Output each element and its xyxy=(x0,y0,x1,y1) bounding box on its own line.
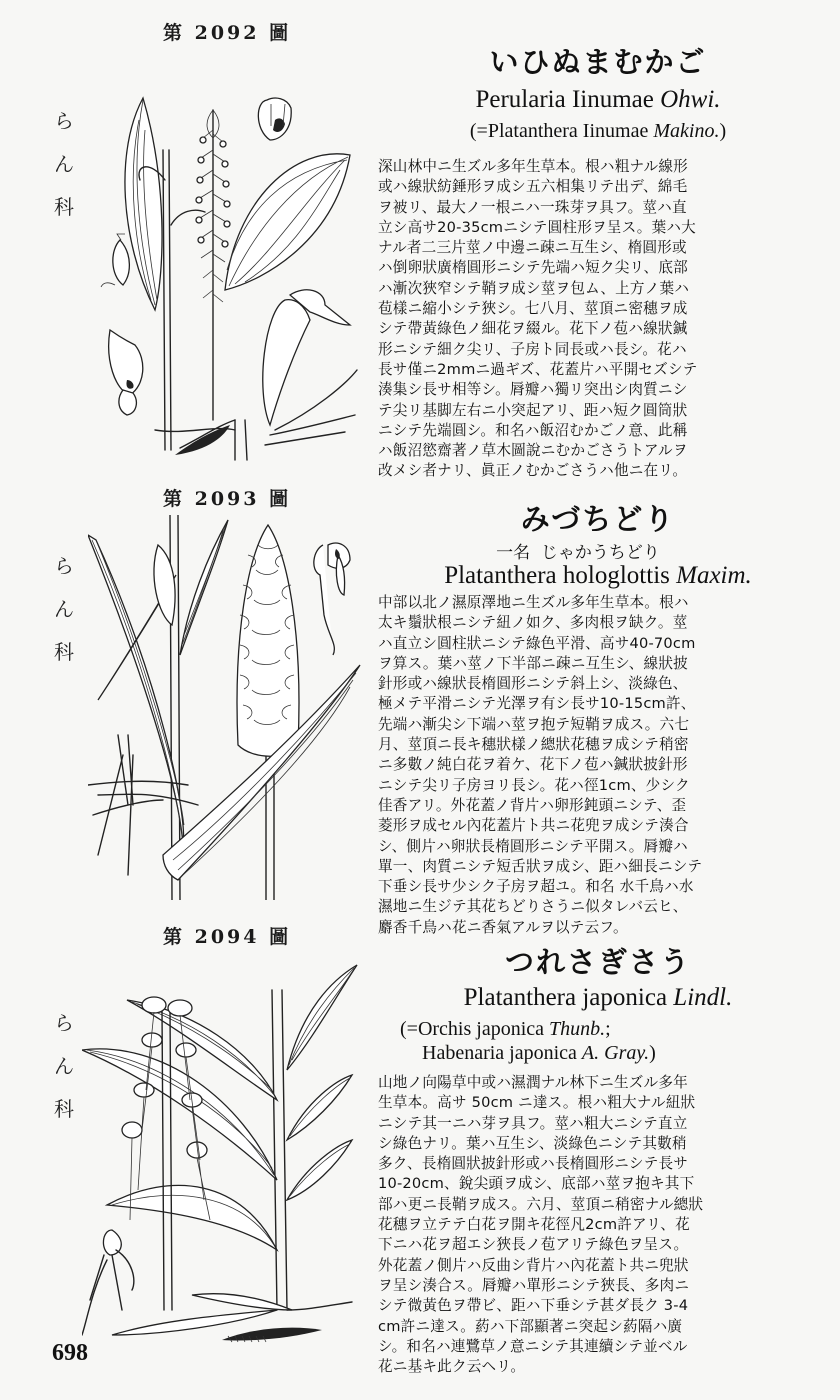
family-label: ら ん 科 xyxy=(54,554,74,664)
description: 深山林中ニ生ズル多年生草本。根ハ粗ナル線形 或ハ線狀紡錘形ヲ成シ五六相集リテ出デ、綿毛 ヲ被リ、最大ノ一根ニハ一珠芽ヲ具フ。莖ハ直 立シ高サ20-35cmニシテ圓柱形ヲ呈ス。葉ハ大 ナル者二三片莖ノ中邊ニ疎ニ互生シ、楕圓形或 ハ倒卵狀廣楕圓形ニシテ先端ハ短ク尖リ、底部 ハ漸次狹窄シテ鞘ヲ成シ莖ヲ包ム、上方ノ葉ハ 苞樣ニ縮小シテ狹シ。七八月、莖頂ニ密穗ヲ成 シテ帶黃綠色ノ細花ヲ綴ル。花下ノ苞ハ線狀鍼 形ニシテ細ク尖リ、子房ト同長或ハ長シ。花ハ 長サ僅ニ2mmニ過ギズ、花蓋片ハ平開セズシテ 湊集シ長サ相等シ。脣瓣ハ獨リ突出シ肉質ニシ テ尖リ基脚左右ニ小突起アリ、距ハ短ク圓筒狀 ニシテ先端圓シ。和名ハ飯沼むかごノ意、此稱 ハ飯沼慾齋著ノ草木圖說ニむかごさうトアルヲ 改メシ者ナリ、眞正ノむかごさうハ他ニ在リ。 xyxy=(378,158,698,480)
synonym: (=Platanthera Iinumae Makino.) xyxy=(469,120,727,142)
figure-label: 第 2094 圖 xyxy=(163,926,292,948)
figure-label: 第 2093 圖 xyxy=(163,488,292,510)
description: 山地ノ向陽草中或ハ濕潤ナル林下ニ生ズル多年 生草本。高サ 50cm ニ達ス。根ハ粗大ナル紐狀 ニシテ其一ニハ芽ヲ具フ。莖ハ粗大ニシテ直立 シ綠色ナリ。葉ハ互生シ、淡綠色ニシテ其數稍 多ク、長楕圓狀披針形或ハ長楕圓形ニシテ長サ 10-20cm、銳尖頭ヲ成シ、底部ハ莖ヲ抱キ其下 部ハ更ニ長鞘ヲ成ス。六月、莖頂ニ稍密ナル總狀 花穗ヲ立テテ白花ヲ開キ花徑凡2cm許アリ、花 下ニハ花ヲ超エシ狹長ノ苞アリテ綠色ヲ呈ス。 外花蓋ノ側片ハ反曲シ背片ハ內花蓋ト共ニ兜狀 ヲ呈シ湊合ス。脣瓣ハ單形ニシテ狹長、多肉ニ シテ微黃色ヲ帶ビ、距ハ下垂シテ甚ダ長ク 3-4 cm許ニ達ス。葯ハ下部顯著ニ突起シ葯隔ハ廣 シ。和名ハ連鷺草ノ意ニシテ其連續シテ並ベル 花ニ基キ此ク云ヘリ。 xyxy=(378,1074,704,1376)
japanese-name: つれさぎさう xyxy=(504,945,691,979)
scientific-name: Platanthera japonica Lindl. xyxy=(463,984,733,1011)
alternate-name: 一名 じゃかうちどり xyxy=(496,543,660,563)
synonym: (=Orchis japonica Thunb.; xyxy=(400,1018,611,1040)
text-column xyxy=(378,497,818,938)
japanese-name: いひぬまむかご xyxy=(489,45,707,79)
scientific-name: Perularia Iinumae Ohwi. xyxy=(475,86,721,113)
orchid-illustration-platanthera-hologlottis xyxy=(88,515,378,900)
text-column xyxy=(378,940,818,1377)
orchid-illustration-platanthera-japonica xyxy=(82,950,362,1350)
figure-label: 第 2092 圖 xyxy=(163,22,292,44)
family-label: ら ん 科 xyxy=(54,109,74,219)
synonym: Habenaria japonica A. Gray.) xyxy=(422,1042,656,1064)
family-label: ら ん 科 xyxy=(54,1011,74,1121)
text-column xyxy=(378,40,818,482)
description: 中部以北ノ濕原澤地ニ生ズル多年生草本。根ハ 太キ鬚狀根ニシテ紐ノ如ク、多肉根ヲ缺ク。莖 ハ直立シ圓柱狀ニシテ綠色平滑、高サ40-70cm ヲ算ス。葉ハ莖ノ下半部ニ疎ニ互生シ、線狀披 針形或ハ線狀長楕圓形ニシテ斜上シ、淡綠色、 極メテ平滑ニシテ光澤ヲ有シ長サ10-15cm許、 先端ハ漸尖シ下端ハ莖ヲ抱テ短鞘ヲ成ス。六七 月、莖頂ニ長キ穗狀樣ノ總狀花穗ヲ成シテ稍密 ニ多數ノ純白花ヲ着ケ、花下ノ苞ハ鍼狀披針形 ニシテ尖リ子房ヨリ長シ。花ハ徑1cm、少シク 佳香アリ。外花蓋ノ背片ハ卵形鈍頭ニシテ、歪 菱形ヲ成セル內花蓋片ト共ニ花兜ヲ成シテ湊合 シ、側片ハ卵狀長楕圓形ニシテ平開ス。脣瓣ハ 單一、肉質ニシテ短舌狀ヲ成シ、距ハ細長ニシテ 下垂シ長サ少シク子房ヲ超ユ。和名 水千鳥ハ水 濕地ニ生ジテ其花ちどりさうニ似タレバ云ヒ、 麝香千鳥ハ花ニ香氣アルヲ以テ云フ。 xyxy=(378,594,703,936)
page-number: 698 xyxy=(52,1340,88,1366)
japanese-name: みづちどり xyxy=(520,502,676,536)
scientific-name: Platanthera hologlottis Maxim. xyxy=(444,562,752,589)
orchid-illustration-perularia-iinumae xyxy=(95,90,375,465)
